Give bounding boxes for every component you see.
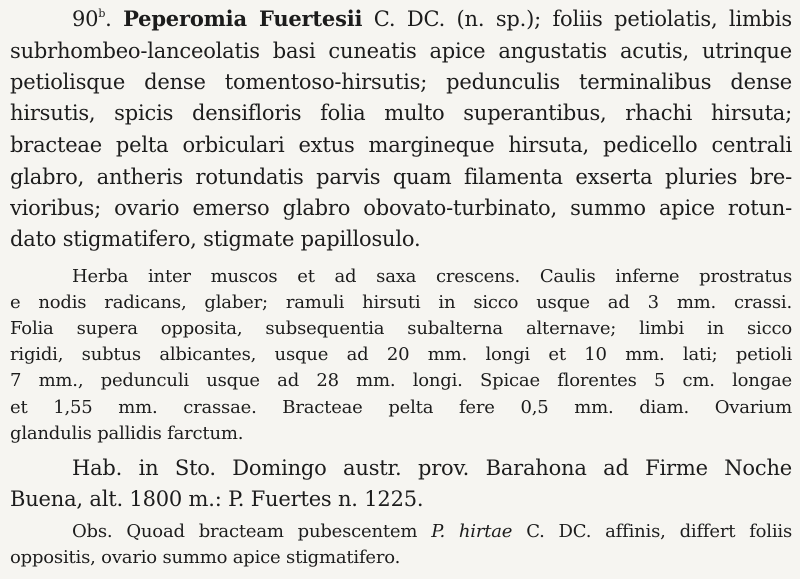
observation-species-ref: P. hirtae [431,521,513,542]
habit-line-6: et 1,55 mm. crassae. Bracteae pelta fere 0,5 mm. diam. Ovarium [10,397,792,418]
habit-line-3: Folia supera opposita, subsequentia subalterna alternave; limbi in sicco [10,318,792,339]
description-line-8: dato stigmatifero, stigmate papillosulo. [10,227,421,251]
habit-line-2: e nodis radicans, glaber; ramuli hirsuti in sicco usque ad 3 mm. crassi. [10,292,792,313]
description-line-1: C. DC. (n. sp.); foliis petiolatis, limbis [373,7,792,31]
observation-text-start: Obs. Quoad bracteam pubescentem [72,521,418,542]
description-line-6: glabro, antheris rotundatis parvis quam filamenta exserta pluries bre- [10,165,792,189]
species-heading-line: 90$^b$. Peperomia Fuertesii C. DC. (n. sp.); foliis petiolatis, limbis [72,6,792,31]
observation-line-1 [72,520,792,544]
habitat-line-1: Hab. in Sto. Domingo austr. prov. Barahona ad Firme Noche [72,456,792,480]
description-line-5: bracteae pelta orbiculari extus margineque hirsuta, pedicello centrali [10,133,792,157]
observation-text-end: C. DC. affinis, differt foliis [526,521,792,542]
description-line-3: petiolisque dense tomentoso-hirsutis; pedunculis terminalibus dense [10,70,792,94]
habit-line-7: glandulis pallidis farctum. [10,423,244,444]
species-number: 90 [72,7,99,31]
habit-line-4: rigidi, subtus albicantes, usque ad 20 mm. longi et 10 mm. lati; petioli [10,344,792,365]
habitat-line-2: Buena, alt. 1800 m.: P. Fuertes n. 1225. [10,487,424,511]
species-number-suffix: b [98,7,106,20]
habit-line-5: 7 mm., pedunculi usque ad 28 mm. longi. Spicae florentes 5 cm. longae [10,370,792,391]
description-line-4: hirsutis, spicis densifloris folia multo superantibus, rhachi hirsuta; [10,101,792,125]
description-line-7: vioribus; ovario emerso glabro obovato-turbinato, summo apice rotun- [10,196,792,220]
description-line-2: subrhombeo-lanceolatis basi cuneatis apice angustatis acutis, utrinque [10,39,792,63]
habit-line-1: Herba inter muscos et ad saxa crescens. Caulis inferne prostratus [72,266,792,287]
observation-line-2: oppositis, ovario summo apice stigmatifero. [10,547,401,568]
species-name: Peperomia Fuertesii [123,6,363,31]
